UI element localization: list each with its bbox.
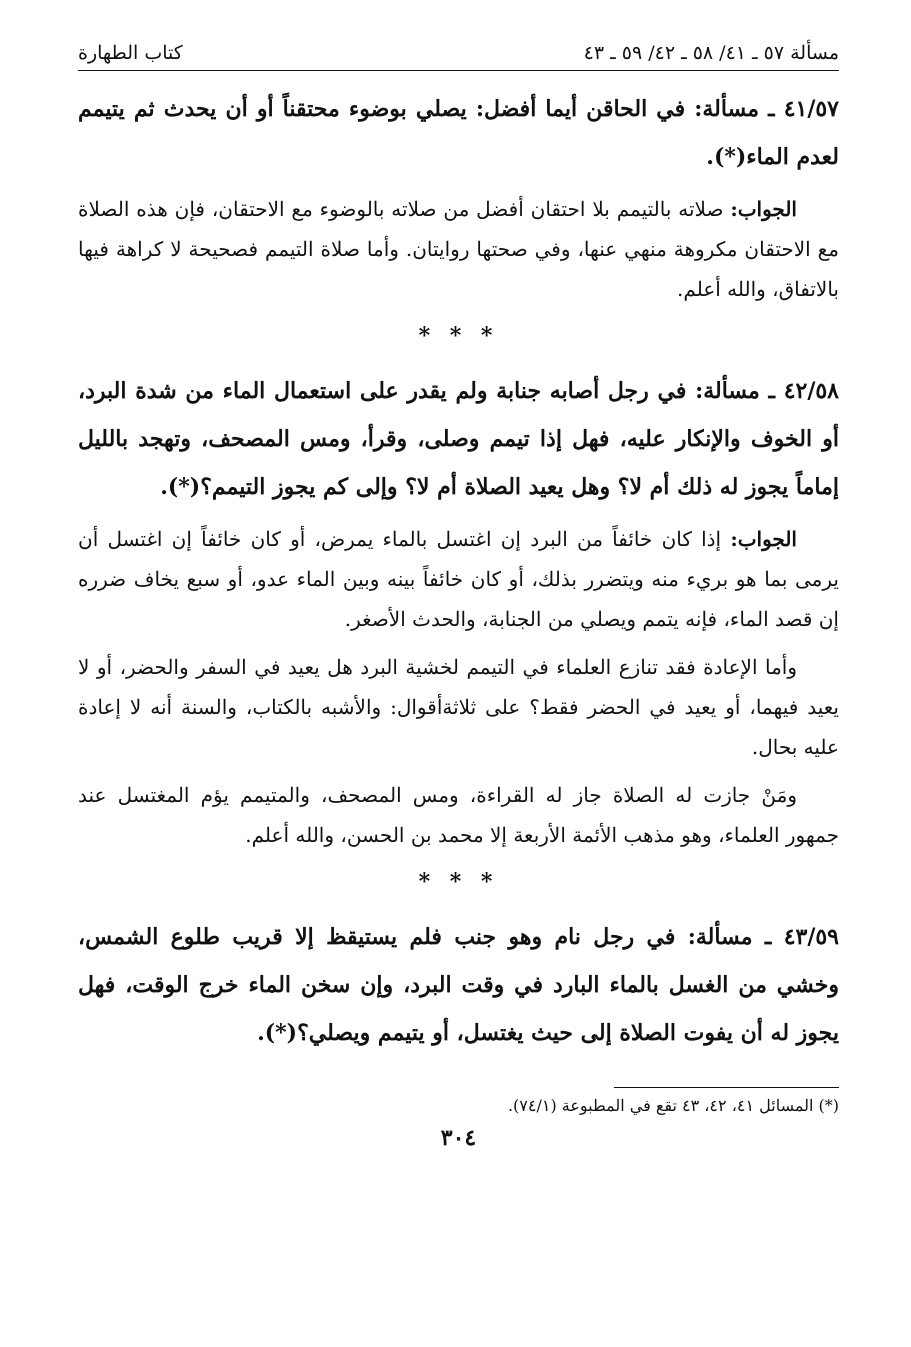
issue-58-paragraph-3: ومَنْ جازت له الصلاة جاز له القراءة، ومس المصحف، والمتيمم يؤم المغتسل عند جمهور العلماء، وهو مذهب الأئمة الأربعة إلا محمد بن الحسن، والله أعلم. xyxy=(78,783,839,847)
section-separator: * * * xyxy=(418,869,499,895)
footnote: (*) المسائل ٤١، ٤٢، ٤٣ تقع في المطبوعة (٧٤/١). xyxy=(507,1096,839,1115)
issue-58 xyxy=(78,367,839,855)
issue-58-answer xyxy=(78,519,839,639)
book-page xyxy=(78,34,839,1347)
answer-label: الجواب: xyxy=(730,197,797,221)
answer-text: صلاته بالتيمم بلا احتقان أفضل من صلاته بالوضوء مع الاحتقان، فإن هذه الصلاة مع الاحتقان مكروهة منهي عنها، وفي صحتها روايتان. وأما صلاة التيمم فصحيحة لا كراهة فيها بالاتفاق، والله أعلم. xyxy=(78,197,839,301)
issue-58-paragraph-2: وأما الإعادة فقد تنازع العلماء في التيمم لخشية البرد هل يعيد في السفر والحضر، أو لا يعيد فيهما، أو يعيد في الحضر فقط؟ على ثلاثةأقوال: والأشبه بالكتاب، والسنة أنه لا إعادة عليه بحال. xyxy=(78,655,839,759)
answer-text: إذا كان خائفاً من البرد إن اغتسل بالماء يمرض، أو كان خائفاً إن اغتسل أن يرمى بما هو بريء منه ويتضرر بذلك، أو كان خائفاً بينه وبين الماء عدو، أو سبع يخاف ضرره إن قصد الماء، فإنه يتمم ويصلي من الجنابة، والحدث الأصغر. xyxy=(78,527,839,631)
issue-57-question: ٤١/٥٧ ـ مسألة: في الحاقن أيما أفضل: يصلي بوضوء محتقناً أو أن يحدث ثم يتيمم لعدم الماء(*). xyxy=(78,96,839,170)
section-separator: * * * xyxy=(418,323,499,349)
header-issue-numbers: مسألة ٥٧ ـ ٤١/ ٥٨ ـ ٤٢/ ٥٩ ـ ٤٣ xyxy=(583,42,839,64)
issue-57-answer xyxy=(78,189,839,309)
answer-label: الجواب: xyxy=(730,527,797,551)
issue-58-question: ٤٢/٥٨ ـ مسألة: في رجل أصابه جنابة ولم يقدر على استعمال الماء من شدة البرد، أو الخوف والإنكار عليه، فهل إذا تيمم وصلى، وقرأ، ومس المصحف، وتهجد بالليل إماماً يجوز له ذلك أم لا؟ وهل يعيد الصلاة أم لا؟ وإلى كم يجوز التيمم؟(*). xyxy=(78,378,839,500)
header-book-title: كتاب الطهارة xyxy=(78,42,183,64)
issue-59-question: ٤٣/٥٩ ـ مسألة: في رجل نام وهو جنب فلم يستيقظ إلا قريب طلوع الشمس، وخشي من الغسل بالماء البارد في وقت البرد، وإن سخن الماء خرج الوقت، فهل يجوز له أن يفوت الصلاة إلى حيث يغتسل، أو يتيمم ويصلي؟(*). xyxy=(78,924,839,1046)
footnote-divider xyxy=(614,1087,839,1088)
running-header xyxy=(78,34,839,71)
page-number: ٣٠٤ xyxy=(440,1125,477,1151)
issue-57 xyxy=(78,85,839,309)
issue-59 xyxy=(78,913,839,1057)
